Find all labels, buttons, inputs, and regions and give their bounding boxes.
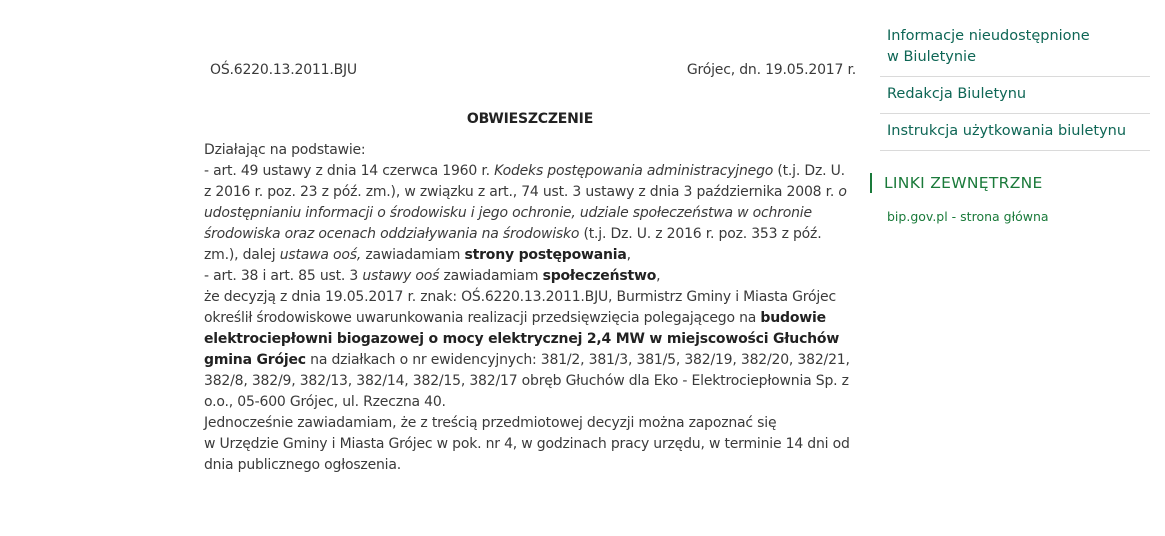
sidebar-link-instructions[interactable]: Instrukcja użytkowania biuletynu — [880, 114, 1150, 151]
decision-text: na działkach o nr ewidencyjnych: 381/2, 381/3, 381/5, 382/19, 382/20, 382/21, 382/8, 382/9, 382/13, 382/14, 382/15, 382/17 obręb Głuchów dla Eko - Elektrociepłownia Sp. z o.o., 05-600 Grójec, ul. Rzeczna 40. — [204, 352, 850, 410]
sidebar-menu — [880, 20, 1150, 151]
external-link-bip[interactable]: bip.gov.pl - strona główna — [887, 209, 1049, 224]
act-short-name: ustawa ooś, — [279, 247, 362, 263]
act-title: o udostępnianiu informacji o środowisku i jego ochronie, udziale społeczeństwa w ochronie środowiska oraz ocenach oddziaływania na środowisko — [204, 184, 847, 242]
sidebar-link-editorial[interactable]: Redakcja Biuletynu — [880, 77, 1150, 114]
document-body — [204, 140, 856, 476]
legal-basis-text: - art. 38 i art. 85 ust. 3 — [204, 268, 363, 284]
punctuation: , — [626, 247, 631, 263]
legal-basis-text: (t.j. Dz. U. z 2016 r. poz. 23 z póź. zm.), w związku z art., 74 ust. 3 ustawy z dnia 3 października 2008 r. — [204, 163, 845, 200]
notice-text: Jednocześnie zawiadamiam, że z treścią przedmiotowej decyzji można zapoznać się — [204, 415, 777, 431]
addressee-parties: strony postępowania — [464, 247, 627, 263]
legal-basis-text: - art. 49 ustawy z dnia 14 czerwca 1960 r. — [204, 163, 495, 179]
reference-number: OŚ.6220.13.2011.BJU — [210, 62, 357, 78]
document-header-row — [204, 60, 856, 81]
place-and-date: Grójec, dn. 19.05.2017 r. — [686, 62, 856, 78]
sidebar-link-label: Informacje nieudostępnione — [887, 28, 1090, 44]
legal-basis-text: zawiadamiam — [439, 268, 543, 284]
document-title: OBWIESZCZENIE — [466, 111, 594, 127]
project-name: budowie elektrociepłowni biogazowej o mocy elektrycznej 2,4 MW w miejscowości Głuchów gmina Grójec — [204, 310, 840, 368]
sidebar-link-label: w Biuletynie — [887, 49, 976, 65]
legal-basis-text: zawiadamiam — [361, 247, 465, 263]
decision-text: że decyzją z dnia 19.05.2017 r. znak: OŚ.6220.13.2011.BJU, Burmistrz Gminy i Miasta Grójec określił środowiskowe uwarunkowania realizacji przedsięwzięcia polegającego na — [204, 289, 836, 326]
addressee-public: społeczeństwo — [542, 268, 657, 284]
notice-text: w Urzędzie Gminy i Miasta Grójec w pok. nr 4, w godzinach pracy urzędu, w terminie 14 dni od dnia publicznego ogłoszenia. — [204, 436, 850, 473]
legal-basis-text: (t.j. Dz. U. z 2016 r. poz. 353 z póź. zm.), dalej — [204, 226, 822, 263]
act-short-name: ustawy ooś — [362, 268, 440, 284]
code-title: Kodeks postępowania administracyjnego — [494, 163, 774, 179]
external-links-heading: LINKI ZEWNĘTRZNE — [870, 173, 1150, 193]
sidebar-link-unpublished-info[interactable] — [880, 20, 1150, 77]
punctuation: , — [656, 268, 661, 284]
intro-line: Działając na podstawie: — [204, 142, 366, 158]
sidebar — [880, 20, 1150, 224]
announcement-document — [204, 60, 856, 476]
